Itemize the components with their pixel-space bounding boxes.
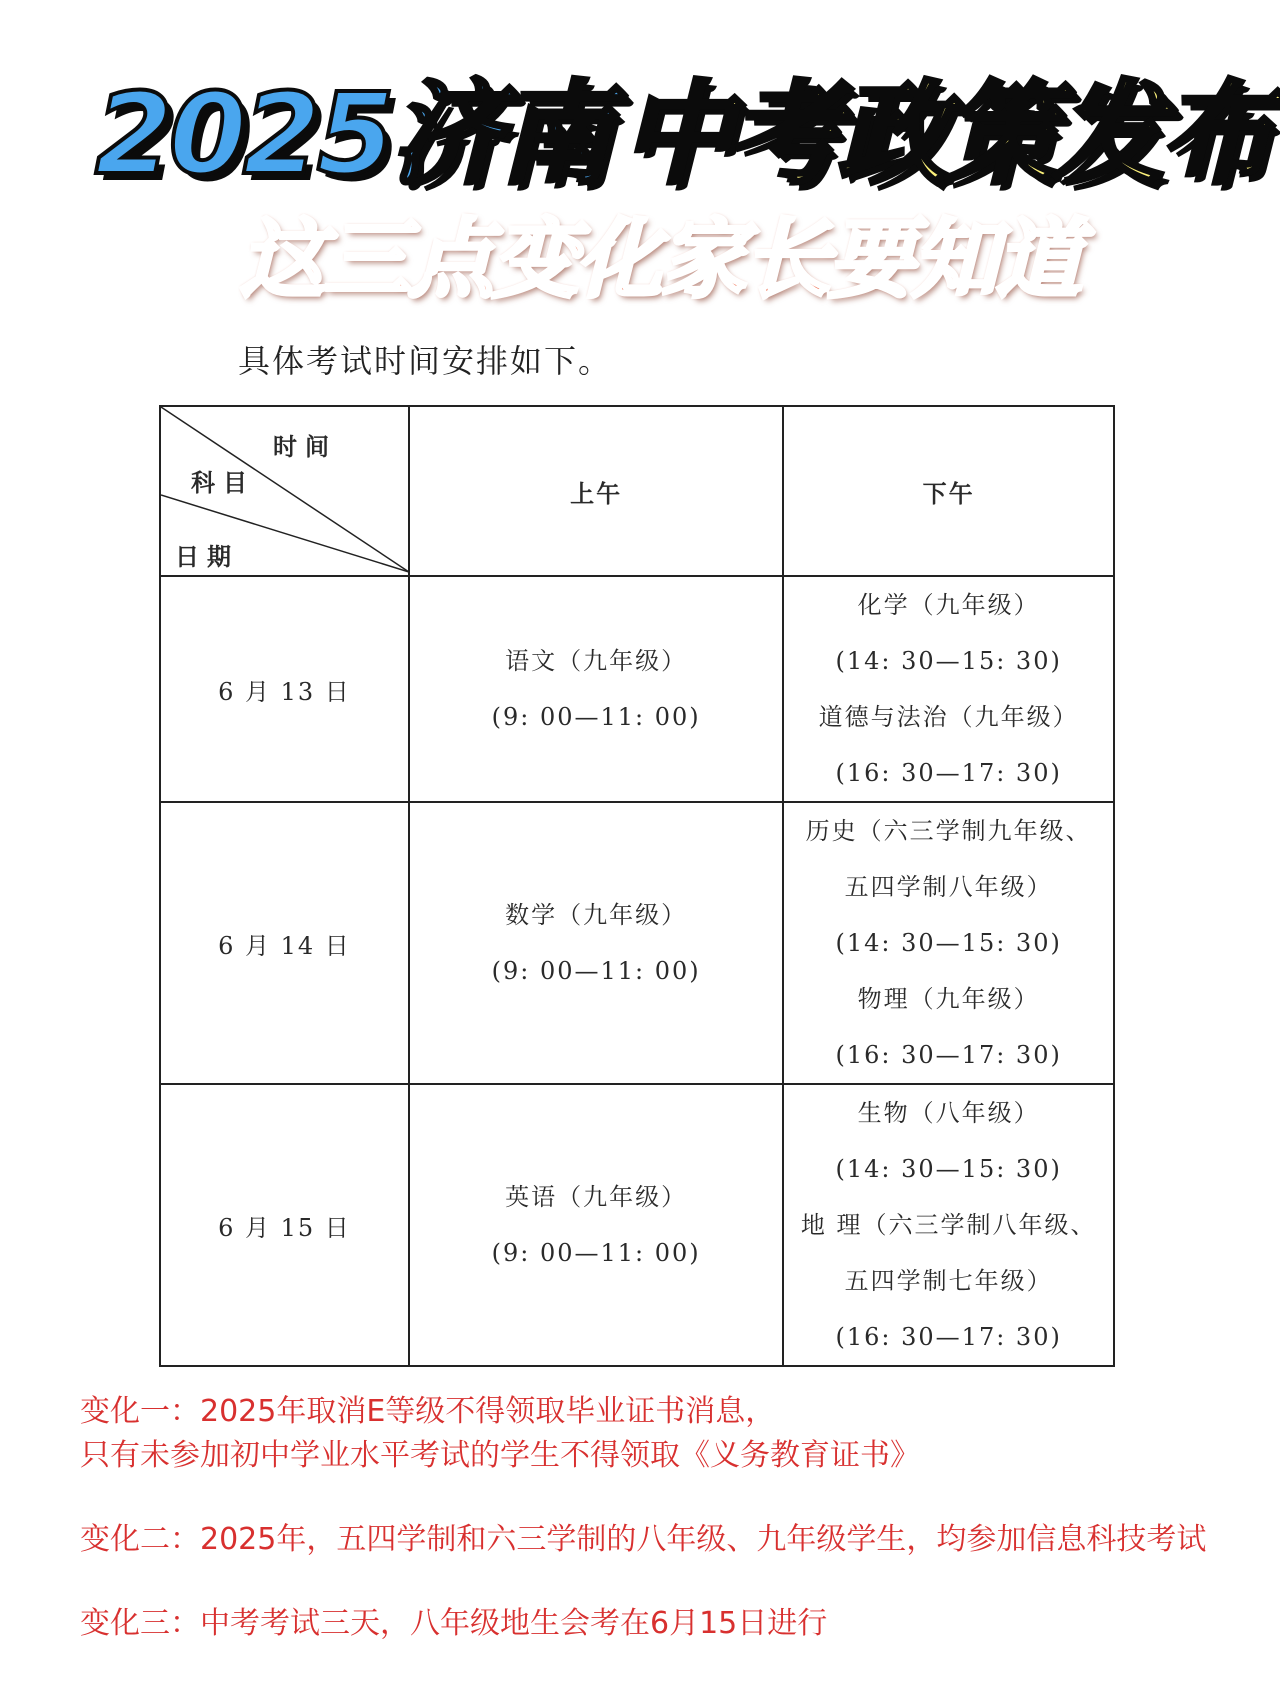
header-afternoon: 下午	[783, 406, 1114, 576]
afternoon-cell	[783, 576, 1114, 802]
exam-subject: 生物（八年级）	[857, 1099, 1040, 1127]
table-header-row	[160, 406, 1114, 576]
exam-time: (9: 00—11: 00)	[491, 1239, 701, 1267]
exam-schedule-table	[159, 405, 1115, 1367]
afternoon-cell	[783, 802, 1114, 1084]
corner-label-date: 日期	[175, 542, 239, 571]
intro-text: 具体考试时间安排如下。	[238, 342, 613, 380]
title-policy: 中考政策发布	[620, 70, 1269, 200]
date-cell: 6 月 13 日	[160, 576, 409, 802]
subtitle: 这三点变化家长要知道	[240, 210, 1080, 310]
exam-subject: 物理（九年级）	[857, 985, 1040, 1013]
morning-cell	[409, 1084, 783, 1366]
exam-subject: 化学（九年级）	[857, 591, 1040, 619]
exam-subject: 历史（六三学制九年级、	[805, 817, 1092, 845]
change-1-line-1: 变化一：2025年取消E等级不得领取毕业证书消息，	[80, 1394, 776, 1429]
exam-subject: 语文（九年级）	[505, 647, 688, 675]
exam-subject: 地 理（六三学制八年级、	[800, 1211, 1097, 1239]
exam-time: (16: 30—17: 30)	[835, 1323, 1062, 1351]
exam-time: (9: 00—11: 00)	[491, 703, 701, 731]
corner-header-cell	[160, 406, 409, 576]
change-3: 变化三：中考考试三天，八年级地生会考在6月15日进行	[80, 1606, 828, 1641]
table-row	[160, 1084, 1114, 1366]
exam-subject-cont: 五四学制八年级）	[844, 873, 1053, 901]
policy-changes	[80, 1390, 1270, 1646]
morning-cell	[409, 576, 783, 802]
change-1-line-2: 只有未参加初中学业水平考试的学生不得领取《义务教育证书》	[80, 1438, 920, 1473]
date-cell: 6 月 15 日	[160, 1084, 409, 1366]
exam-time: (16: 30—17: 30)	[835, 1041, 1062, 1069]
exam-time: (9: 00—11: 00)	[491, 957, 701, 985]
table-row	[160, 576, 1114, 802]
exam-subject-cont: 五四学制七年级）	[844, 1267, 1053, 1295]
change-2: 变化二：2025年，五四学制和六三学制的八年级、九年级学生，均参加信息科技考试	[80, 1522, 1207, 1557]
exam-subject: 道德与法治（九年级）	[818, 703, 1079, 731]
title-year-city: 2025济南	[95, 70, 607, 200]
table-row	[160, 802, 1114, 1084]
corner-label-time: 时间	[273, 432, 337, 461]
exam-time: (14: 30—15: 30)	[835, 1155, 1062, 1183]
exam-subject: 数学（九年级）	[505, 901, 688, 929]
morning-cell	[409, 802, 783, 1084]
afternoon-cell	[783, 1084, 1114, 1366]
exam-time: (14: 30—15: 30)	[835, 929, 1062, 957]
exam-time: (14: 30—15: 30)	[835, 647, 1062, 675]
date-cell: 6 月 14 日	[160, 802, 409, 1084]
corner-label-subject: 科目	[191, 468, 255, 497]
main-title	[95, 60, 1269, 210]
exam-subject: 英语（九年级）	[505, 1183, 688, 1211]
exam-time: (16: 30—17: 30)	[835, 759, 1062, 787]
header-morning: 上午	[409, 406, 783, 576]
